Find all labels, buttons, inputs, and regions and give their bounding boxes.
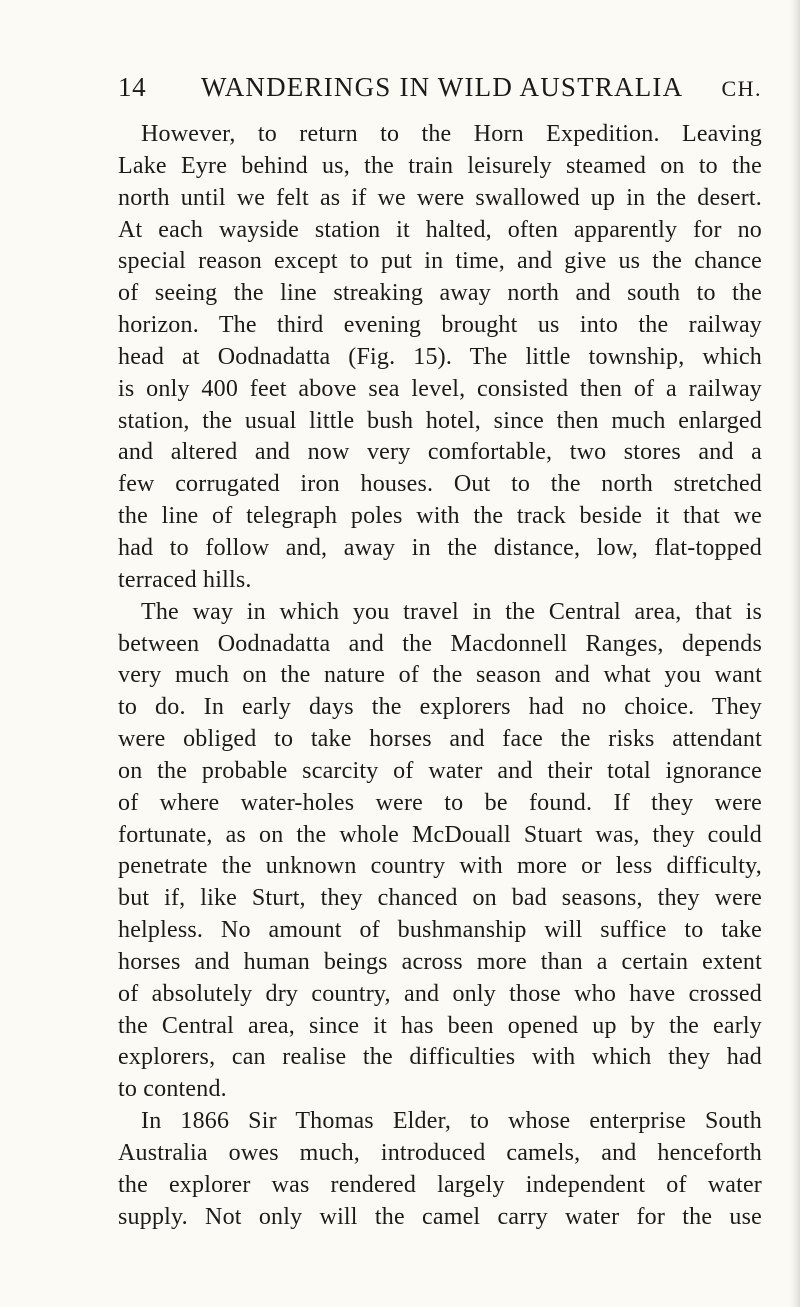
text-line: terraced hills.	[118, 566, 252, 593]
text-line: explorers, can realise the difficulties with which they had	[118, 1044, 762, 1071]
text-line: fortunate, as on the whole McDouall Stuart was, they could	[118, 821, 762, 848]
text-line: on the probable scarcity of water and their total ignorance	[118, 757, 762, 784]
text-line: the explorer was rendered largely independent of water	[118, 1171, 762, 1198]
text-line: of seeing the line streaking away north and south to the	[118, 280, 762, 307]
text-line: north until we felt as if we were swallowed up in the desert.	[118, 184, 762, 211]
text-line: Australia owes much, introduced camels, and henceforth	[118, 1140, 762, 1166]
text-line: the Central area, since it has been opened up by the early	[118, 1012, 762, 1039]
text-line: to contend.	[118, 1076, 227, 1103]
running-head	[118, 72, 762, 106]
text-line: In 1866 Sir Thomas Elder, to whose enterprise South	[141, 1108, 762, 1135]
body-text	[118, 119, 762, 1234]
text-line: horses and human beings across more than a certain extent	[118, 948, 762, 975]
text-line: were obliged to take horses and face the risks attendant	[118, 726, 762, 753]
text-line: is only 400 feet above sea level, consisted then of a railway	[118, 375, 762, 402]
text-line: the line of telegraph poles with the track beside it that we	[118, 503, 762, 530]
text-line: of absolutely dry country, and only those who have crossed	[118, 980, 762, 1007]
text-line: and altered and now very comfortable, two stores and a	[118, 439, 762, 466]
text-line: special reason except to put in time, and give us the chance	[118, 248, 762, 275]
page-number: 14	[118, 72, 147, 102]
text-line: head at Oodnadatta (Fig. 15). The little township, which	[118, 343, 762, 370]
text-line: penetrate the unknown country with more or less difficulty,	[118, 853, 762, 880]
text-line: The way in which you travel in the Central area, that is	[141, 598, 762, 625]
text-line: had to follow and, away in the distance, low, flat-topped	[118, 534, 762, 561]
running-title: WANDERINGS IN WILD AUSTRALIA	[201, 72, 684, 102]
text-line: of where water-holes were to be found. If they were	[118, 789, 762, 816]
text-line: but if, like Sturt, they chanced on bad seasons, they were	[118, 885, 762, 912]
text-line: However, to return to the Horn Expedition. Leaving	[141, 121, 762, 147]
text-line: to do. In early days the explorers had no choice. They	[118, 694, 762, 721]
text-line: supply. Not only will the camel carry water for the use	[118, 1203, 762, 1230]
text-line: between Oodnadatta and the Macdonnell Ranges, depends	[118, 630, 762, 657]
page-edge-shadow	[790, 0, 800, 1307]
text-line: horizon. The third evening brought us into the railway	[118, 312, 762, 339]
chapter-abbreviation: CH.	[721, 76, 762, 101]
text-line: very much on the nature of the season and what you want	[118, 662, 762, 689]
text-line: At each wayside station it halted, often apparently for no	[118, 216, 762, 243]
text-line: helpless. No amount of bushmanship will suffice to take	[118, 917, 762, 944]
text-line: few corrugated iron houses. Out to the north stretched	[118, 471, 762, 498]
text-line: station, the usual little bush hotel, since then much enlarged	[118, 407, 762, 434]
text-line: Lake Eyre behind us, the train leisurely steamed on to the	[118, 152, 762, 179]
